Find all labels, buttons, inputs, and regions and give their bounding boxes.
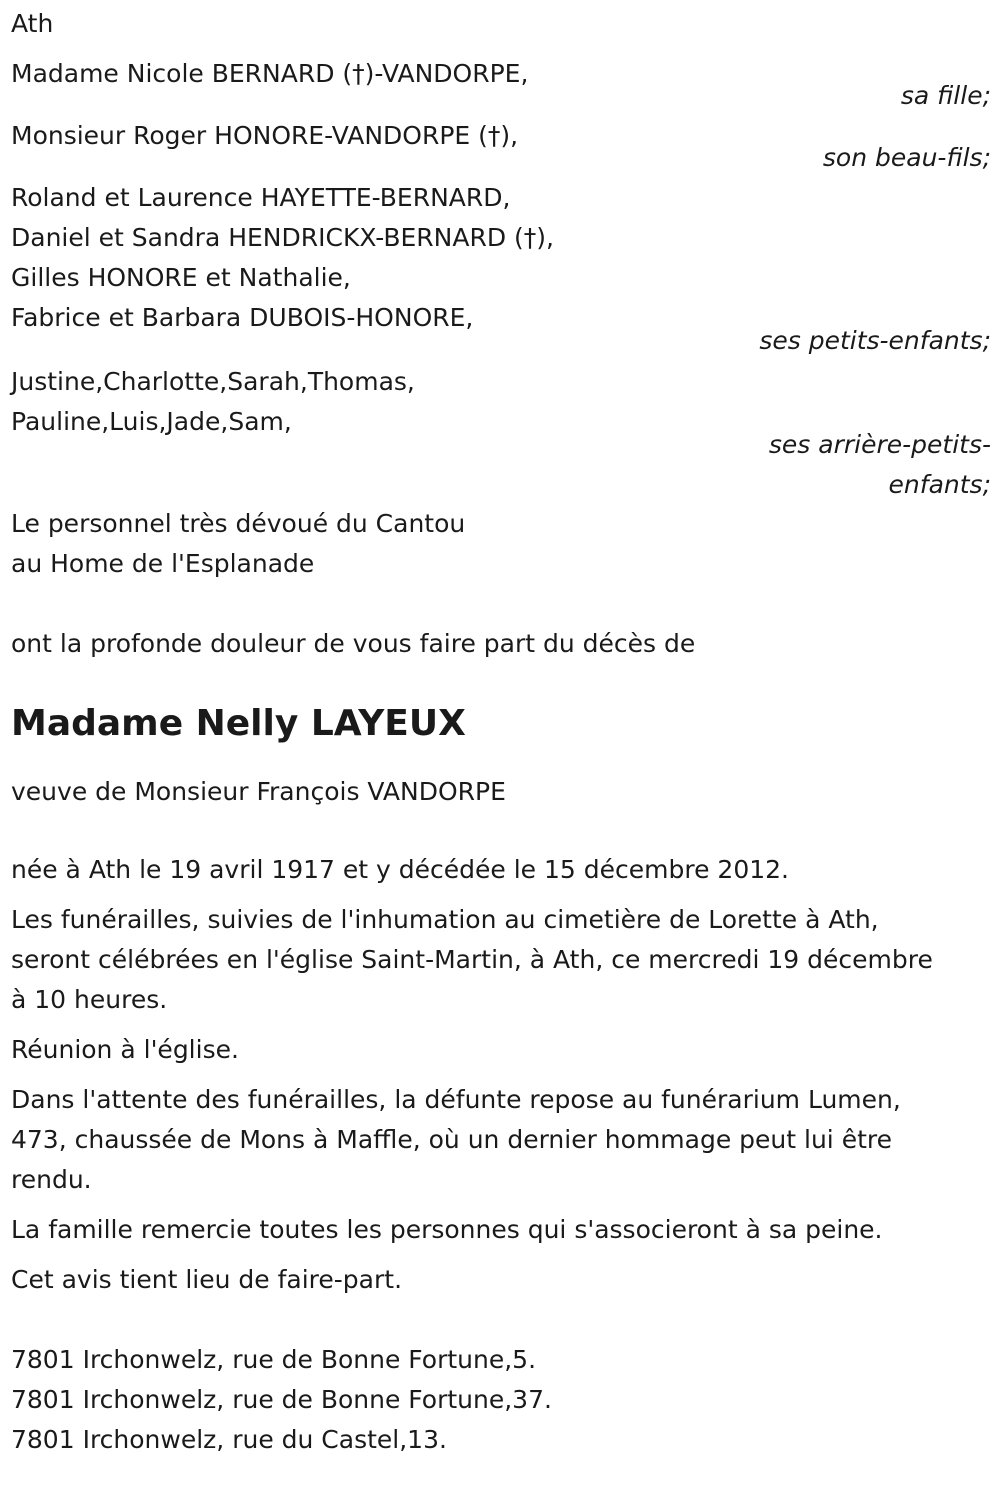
thanks: La famille remercie toutes les personnes qui s'associeront à sa peine. xyxy=(11,1215,883,1244)
family-group-daughter xyxy=(11,54,991,116)
birth-death: née à Ath le 19 avril 1917 et y décédée le 15 décembre 2012. xyxy=(11,855,789,884)
rest-line: rendu. xyxy=(11,1165,92,1194)
family-line: Pauline,Luis,Jade,Sam, xyxy=(11,407,292,436)
family-line: Justine,Charlotte,Sarah,Thomas, xyxy=(11,367,415,396)
staff-block xyxy=(11,504,991,584)
relation-label: son beau-fils; xyxy=(822,143,991,172)
obituary-page xyxy=(11,4,991,1460)
relation-label: ses petits-enfants; xyxy=(759,326,991,355)
family-line: Daniel et Sandra HENDRICKX-BERNARD (†), xyxy=(11,223,555,252)
family-line: Monsieur Roger HONORE-VANDORPE (†), xyxy=(11,121,519,150)
funeral-paragraph xyxy=(11,900,991,1020)
meeting: Réunion à l'église. xyxy=(11,1035,239,1064)
addresses-block xyxy=(11,1340,991,1460)
address-line: 7801 Irchonwelz, rue de Bonne Fortune,5. xyxy=(11,1345,537,1374)
relation-label: ses arrière-petits- xyxy=(768,430,991,459)
family-line: Madame Nicole BERNARD (†)-VANDORPE, xyxy=(11,59,529,88)
family-group-grandchildren xyxy=(11,178,991,362)
announcement: ont la profonde douleur de vous faire part du décès de xyxy=(11,629,696,658)
family-line: Roland et Laurence HAYETTE-BERNARD, xyxy=(11,183,511,212)
rest-paragraph xyxy=(11,1080,991,1200)
staff-line: au Home de l'Esplanade xyxy=(11,549,315,578)
relation-label: enfants; xyxy=(888,470,991,499)
address-line: 7801 Irchonwelz, rue du Castel,13. xyxy=(11,1425,447,1454)
staff-line: Le personnel très dévoué du Cantou xyxy=(11,509,466,538)
funeral-line: à 10 heures. xyxy=(11,985,168,1014)
family-line: Gilles HONORE et Nathalie, xyxy=(11,263,351,292)
funeral-line: seront célébrées en l'église Saint-Martin, à Ath, ce mercredi 19 décembre xyxy=(11,945,933,974)
widow-of: veuve de Monsieur François VANDORPE xyxy=(11,777,506,806)
address-line: 7801 Irchonwelz, rue de Bonne Fortune,37. xyxy=(11,1385,552,1414)
family-group-great-grandchildren xyxy=(11,362,991,504)
funeral-line: Les funérailles, suivies de l'inhumation au cimetière de Lorette à Ath, xyxy=(11,905,879,934)
notice: Cet avis tient lieu de faire-part. xyxy=(11,1265,403,1294)
location: Ath xyxy=(11,9,54,38)
rest-line: 473, chaussée de Mons à Maffle, où un dernier hommage peut lui être xyxy=(11,1125,892,1154)
deceased-name: Madame Nelly LAYEUX xyxy=(11,703,466,744)
rest-line: Dans l'attente des funérailles, la défunte repose au funérarium Lumen, xyxy=(11,1085,901,1114)
family-line: Fabrice et Barbara DUBOIS-HONORE, xyxy=(11,303,474,332)
relation-label: sa fille; xyxy=(900,81,991,110)
family-group-son-in-law xyxy=(11,116,991,178)
